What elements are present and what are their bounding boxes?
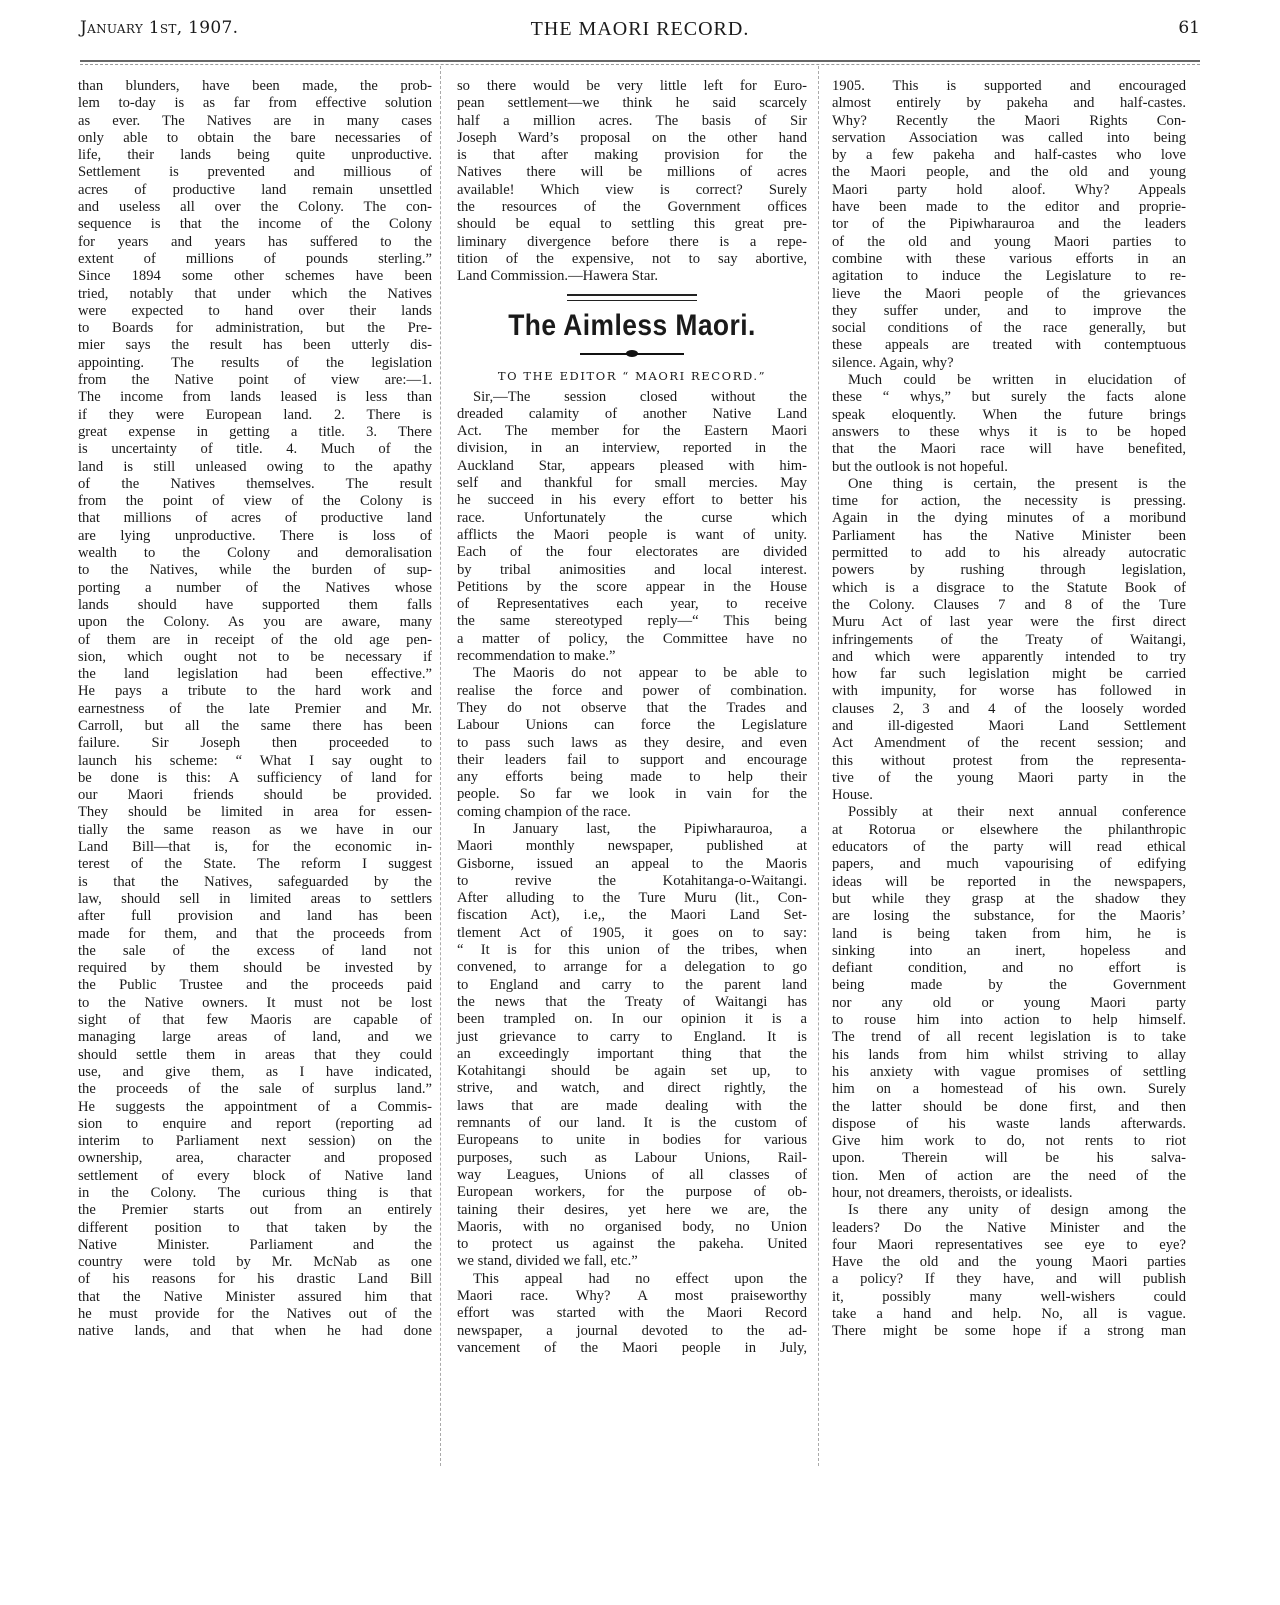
text-line: servation Association was called into being: [832, 129, 1186, 146]
text-line: division, in an interview, reported in the: [457, 440, 807, 457]
text-line: The Maoris do not appear to be able to: [473, 665, 807, 682]
text-line: Natives there will be millions of acres: [457, 164, 807, 181]
text-line: the news that the Treaty of Waitangi has: [457, 993, 807, 1010]
text-line: clauses 2, 3 and 4 of the loosely worded: [832, 700, 1186, 717]
text-line: use, and give them, as I have indicated,: [78, 1063, 432, 1080]
text-line: answers to these whys it is to be hoped: [832, 423, 1186, 440]
previous-article-end: [457, 78, 807, 286]
text-line: how far such legislation might be carried: [832, 666, 1186, 683]
text-line: have been made to the editor and proprie-: [832, 199, 1186, 216]
double-rule-divider: [567, 294, 697, 301]
text-line: race. Unfortunately the curse which: [457, 509, 807, 526]
column-divider: [818, 66, 819, 1466]
article-headline: The Aimless Maori.: [508, 308, 756, 342]
text-line: lands should have supported them falls: [78, 596, 432, 613]
text-line: settlement of every block of Native land: [78, 1167, 432, 1184]
page-number: 61: [1178, 18, 1200, 38]
text-line: laws that are made dealing with the: [457, 1097, 807, 1114]
column-divider: [440, 66, 441, 1466]
text-line: he must provide for the Natives out of the: [78, 1306, 432, 1323]
text-line: Land Commission.—Hawera Star.: [457, 268, 659, 285]
text-line: these “ whys,” but surely the facts alone: [832, 389, 1186, 406]
text-line: take a hand and help. No, all is vague.: [832, 1306, 1186, 1323]
text-line: agitation to induce the Legislature to re-: [832, 268, 1186, 285]
text-line: fiscation Act), i.e,, the Maori Land Set-: [457, 907, 807, 924]
text-line: He suggests the appointment of a Commis-: [78, 1098, 432, 1115]
text-line: at Rotorua or elsewhere the philanthropic: [832, 821, 1186, 838]
text-line: the sale of the excess of land not: [78, 942, 432, 959]
text-line: these appeals are treated with contemptuous: [832, 337, 1186, 354]
text-line: realise the force and power of combination.: [457, 682, 807, 699]
text-line: Kotahitangi should be again set up, to: [457, 1063, 807, 1080]
text-line: convened, to arrange for a delegation to go: [457, 959, 807, 976]
text-line: The trend of all recent legislation is to take: [832, 1029, 1186, 1046]
text-line: land is still unleased owing to the apathy: [78, 458, 432, 475]
text-line: just grievance to carry to England. It is: [457, 1028, 807, 1045]
text-line: sight of that few Maoris are capable of: [78, 1012, 432, 1029]
publication-title: THE MAORI RECORD.: [530, 18, 750, 40]
text-line: their leaders fail to support and encourage: [457, 751, 807, 768]
text-line: launch his scheme: “ What I say ought to: [78, 752, 432, 769]
text-line: a policy? If they have, and will publish: [832, 1271, 1186, 1288]
text-line: The income from lands leased is less than: [78, 389, 432, 406]
text-line: combine with these various efforts in an: [832, 250, 1186, 267]
text-line: great expense in getting a title. 3. There: [78, 423, 432, 440]
text-line: after full provision and land has been: [78, 908, 432, 925]
text-line: made for them, and that the proceeds from: [78, 925, 432, 942]
text-line: strive, and watch, and direct rightly, the: [457, 1080, 807, 1097]
text-line: we stand, divided we fall, etc.”: [457, 1253, 638, 1270]
text-line: by tribal animosities and local interest.: [457, 561, 807, 578]
text-line: and useless all over the Colony. The con-: [78, 199, 432, 216]
text-column-1: [78, 78, 432, 1341]
masthead-rule: [80, 60, 1200, 62]
text-line: infringements of the Treaty of Waitangi,: [832, 631, 1186, 648]
text-line: Carroll, but all the same there has been: [78, 717, 432, 734]
text-line: should be equal to settling this great pre-: [457, 216, 807, 233]
text-line: should settle them in areas that they could: [78, 1046, 432, 1063]
text-line: that millions of acres of productive land: [78, 510, 432, 527]
text-line: available! Which view is correct? Surely: [457, 181, 807, 198]
article-body: [457, 389, 807, 1358]
text-line: are lying unproductive. There is loss of: [78, 527, 432, 544]
text-line: Europeans to unite in bodies for various: [457, 1132, 807, 1149]
text-line: Maoris, with no organised body, no Union: [457, 1218, 807, 1235]
text-line: being made by the Government: [832, 977, 1186, 994]
text-line: as ever. The Natives are in many cases: [78, 112, 432, 129]
text-line: earnestness of the late Premier and Mr.: [78, 700, 432, 717]
article-heading: [457, 294, 807, 383]
text-line: Joseph Ward’s proposal on the other hand: [457, 129, 807, 146]
text-line: Why? Recently the Maori Rights Con-: [832, 112, 1186, 129]
text-line: porting a number of the Natives whose: [78, 579, 432, 596]
text-line: After alluding to the Ture Muru (lit., Con-: [457, 890, 807, 907]
text-line: lem to-day is as far from effective solution: [78, 95, 432, 112]
text-line: Native Minister. Parliament and the: [78, 1236, 432, 1253]
text-line: time for action, the necessity is pressing.: [832, 493, 1186, 510]
text-line: were expected to hand over their lands: [78, 302, 432, 319]
text-line: dreaded calamity of another Native Land: [457, 405, 807, 422]
text-line: Land Bill—that is, for the economic in-: [78, 839, 432, 856]
text-line: a matter of policy, the Committee have no: [457, 630, 807, 647]
text-line: papers, and much vapourising of edifying: [832, 856, 1186, 873]
text-line: Possibly at their next annual conference: [848, 804, 1186, 821]
text-line: people. So far we look in vain for the: [457, 786, 807, 803]
text-line: the Premier starts out from an entirely: [78, 1202, 432, 1219]
text-line: be done is this: A sufficiency of land for: [78, 769, 432, 786]
text-line: ideas will be reported in the newspapers,: [832, 873, 1186, 890]
text-line: tially the same reason as we have in our: [78, 821, 432, 838]
text-line: that the Maori race will have benefited,: [832, 441, 1186, 458]
text-line: to rouse him into action to help himself.: [832, 1012, 1186, 1029]
text-line: tor of the Pipiwharauroa and the leaders: [832, 216, 1186, 233]
text-line: four Maori representatives see eye to eye?: [832, 1236, 1186, 1253]
text-line: Maori race. Why? A most praiseworthy: [457, 1288, 807, 1304]
masthead: [80, 18, 1200, 48]
text-line: to Boards for administration, but the Pre-: [78, 320, 432, 337]
text-line: They do not observe that the Trades and: [457, 699, 807, 716]
text-line: ownership, area, character and proposed: [78, 1150, 432, 1167]
text-line: Labour Unions can force the Legislature: [457, 717, 807, 734]
text-line: of his reasons for his drastic Land Bill: [78, 1271, 432, 1288]
text-line: to the Native owners. It must not be lost: [78, 994, 432, 1011]
text-line: remnants of our land. It is the custom of: [457, 1115, 807, 1132]
text-line: permitted to add to his already autocratic: [832, 545, 1186, 562]
text-line: an exceedingly important thing that the: [457, 1045, 807, 1062]
text-line: in the Colony. The curious thing is that: [78, 1185, 432, 1201]
text-line: He pays a tribute to the hard work and: [78, 683, 432, 700]
text-line: Petitions by the score appear in the House: [457, 578, 807, 595]
text-line: They should be limited in area for essen-: [78, 804, 432, 821]
text-line: the land legislation had been effective.”: [78, 666, 432, 683]
text-line: him on a homestead of his own. Surely: [832, 1081, 1186, 1098]
text-line: Is there any unity of design among the: [848, 1202, 1186, 1219]
text-line: liminary divergence before there is a repe-: [457, 233, 807, 250]
text-line: is uncertainty of title. 4. Much of the: [78, 441, 432, 458]
text-line: There might be some hope if a strong man: [832, 1323, 1186, 1340]
text-line: effort was started with the Maori Record: [457, 1305, 807, 1322]
text-line: is that after making provision for the: [457, 147, 807, 164]
text-line: of Representatives each year, to receive: [457, 596, 807, 613]
text-line: This appeal had no effect upon the: [473, 1270, 807, 1287]
text-line: Again in the dying minutes of a moribund: [832, 510, 1186, 527]
text-line: so there would be very little left for Euro-: [457, 78, 807, 94]
text-line: that the Native Minister assured him that: [78, 1288, 432, 1305]
text-line: Give him work to do, not rents to riot: [832, 1133, 1186, 1150]
text-line: to protect us against the pakeha. United: [457, 1236, 807, 1253]
text-line: social conditions of the race generally, but: [832, 320, 1186, 337]
text-line: Much could be written in elucidation of: [848, 372, 1186, 389]
text-line: the same stereotyped reply—“ This being: [457, 613, 807, 630]
text-line: any efforts being made to help their: [457, 769, 807, 786]
text-line: only able to obtain the bare necessaries of: [78, 129, 432, 146]
text-line: it, possibly many well-wishers could: [832, 1288, 1186, 1305]
text-line: he succeed in his every effort to better his: [457, 492, 807, 509]
text-line: the Colony. Clauses 7 and 8 of the Ture: [832, 596, 1186, 613]
text-line: nor any old or young Maori party: [832, 994, 1186, 1011]
text-line: In January last, the Pipiwharauroa, a: [473, 820, 807, 837]
text-line: purposes, such as Labour Unions, Rail-: [457, 1149, 807, 1166]
text-line: sion to enquire and report (reporting ad: [78, 1115, 432, 1132]
text-line: are losing the substance, for the Maoris’: [832, 908, 1186, 925]
text-line: and ill-digested Maori Land Settlement: [832, 717, 1186, 734]
text-line: Act. The member for the Eastern Maori: [457, 423, 807, 440]
text-line: “ It is for this union of the tribes, when: [457, 942, 807, 959]
text-line: from the point of view of the Colony is: [78, 493, 432, 510]
text-line: wealth to the Colony and demoralisation: [78, 545, 432, 562]
text-line: Sir,—The session closed without the: [473, 388, 807, 405]
text-line: Each of the four electorates are divided: [457, 544, 807, 561]
text-line: newspaper, a journal devoted to the ad-: [457, 1322, 807, 1339]
text-line: self and thankful for small mercies. May: [457, 475, 807, 492]
text-line: 1905. This is supported and encouraged: [832, 78, 1186, 94]
text-line: interim to Parliament next session) on the: [78, 1133, 432, 1150]
text-line: lieve the Maori people of the grievances: [832, 285, 1186, 302]
text-line: terest of the State. The reform I suggest: [78, 856, 432, 873]
text-line: Have the old and the young Maori parties: [832, 1254, 1186, 1271]
text-line: the latter should be done first, and then: [832, 1098, 1186, 1115]
text-line: speak eloquently. When the future brings: [832, 406, 1186, 423]
text-line: powers by rushing through legislation,: [832, 562, 1186, 579]
text-line: sinking into an inert, hopeless and: [832, 942, 1186, 959]
text-line: country were told by Mr. McNab as one: [78, 1254, 432, 1271]
text-line: this without protest from the representa-: [832, 752, 1186, 769]
text-line: life, their lands being quite unproductive.: [78, 147, 432, 164]
text-line: vancement of the Maori people in July,: [457, 1339, 807, 1356]
text-line: land is being taken from him, he is: [832, 925, 1186, 942]
text-line: sion, which ought not to be necessary if: [78, 648, 432, 665]
text-line: which is a disgrace to the Statute Book of: [832, 579, 1186, 596]
text-line: defiant condition, and no effort is: [832, 960, 1186, 977]
text-line: acres of productive land remain unsettled: [78, 181, 432, 198]
text-line: to pass such laws as they desire, and even: [457, 734, 807, 751]
text-line: half a million acres. The basis of Sir: [457, 112, 807, 129]
text-line: native lands, and that when he had done: [78, 1323, 432, 1340]
text-line: recommendation to make.”: [457, 648, 616, 665]
text-line: is that the Natives, safeguarded by the: [78, 873, 432, 890]
text-line: educators of the party will read ethical: [832, 839, 1186, 856]
text-line: his anxiety with vague promises of settling: [832, 1063, 1186, 1080]
text-line: to the Natives, while the burden of sup-: [78, 562, 432, 579]
text-line: almost entirely by pakeha and half-castes.: [832, 95, 1186, 112]
text-line: leaders? Do the Native Minister and the: [832, 1219, 1186, 1236]
text-line: law, should sell in limited areas to settlers: [78, 890, 432, 907]
text-line: appointing. The results of the legislation: [78, 354, 432, 371]
text-line: sequence is that the income of the Colony: [78, 216, 432, 233]
text-line: his lands from him whilst striving to allay: [832, 1046, 1186, 1063]
text-line: they suffer under, and to improve the: [832, 302, 1186, 319]
masthead-rule-secondary: [80, 64, 1200, 65]
text-line: tlement Act of 1905, it goes on to say:: [457, 924, 807, 941]
article-subhead: TO THE EDITOR “ MAORI RECORD.”: [497, 368, 767, 383]
text-line: Maori monthly newspaper, published at: [457, 838, 807, 855]
text-line: been trampled on. In our opinion it is a: [457, 1011, 807, 1028]
text-line: the resources of the Government offices: [457, 199, 807, 216]
text-line: tion. Men of action are the need of the: [832, 1167, 1186, 1184]
text-line: afflicts the Maori people is want of unity.: [457, 526, 807, 543]
text-line: Act Amendment of the recent session; and: [832, 735, 1186, 752]
text-line: pean settlement—we think he said scarcely: [457, 95, 807, 112]
text-line: Muru Act of last year were the first direct: [832, 614, 1186, 631]
text-line: upon the Colony. As you are aware, many: [78, 614, 432, 631]
text-line: tried, notably that under which the Natives: [78, 285, 432, 302]
text-line: and which were apparently intended to try: [832, 648, 1186, 665]
text-line: by a few pakeha and half-castes who love: [832, 147, 1186, 164]
text-line: if they were European land. 2. There is: [78, 406, 432, 423]
text-line: than blunders, have been made, the prob-: [78, 78, 432, 94]
text-line: Settlement is prevented and millious of: [78, 164, 432, 181]
text-line: dispose of his waste lands afterwards.: [832, 1115, 1186, 1132]
text-line: upon. Therein will be his salva-: [832, 1150, 1186, 1167]
text-line: our Maori friends should be provided.: [78, 787, 432, 804]
text-line: mier says the result has been utterly dis-: [78, 337, 432, 354]
text-line: the Public Trustee and the proceeds paid: [78, 977, 432, 994]
text-line: but while they grasp at the shadow they: [832, 890, 1186, 907]
text-line: Gisborne, issued an appeal to the Maoris: [457, 855, 807, 872]
text-line: hour, not dreamers, theroists, or idealists.: [832, 1185, 1073, 1201]
text-line: European workers, for the purpose of ob-: [457, 1184, 807, 1201]
text-line: failure. Sir Joseph then proceeded to: [78, 735, 432, 752]
text-line: taining their desires, yet here we are, the: [457, 1201, 807, 1218]
text-column-3: [832, 78, 1186, 1341]
text-line: Parliament has the Native Minister been: [832, 527, 1186, 544]
text-line: of the Natives themselves. The result: [78, 475, 432, 492]
issue-date: January 1st, 1907.: [80, 18, 239, 38]
ornament-rule-divider: [580, 349, 684, 359]
text-line: coming champion of the race.: [457, 803, 631, 820]
text-line: way Leagues, Unions of all classes of: [457, 1166, 807, 1183]
text-line: tive of the young Maori party in the: [832, 769, 1186, 786]
text-line: silence. Again, why?: [832, 354, 954, 371]
text-line: different position to that taken by the: [78, 1219, 432, 1236]
text-line: tition of the expensive, not to say abortive,: [457, 250, 807, 267]
text-line: of them are in receipt of the old age pen-: [78, 631, 432, 648]
text-line: Maori party hold aloof. Why? Appeals: [832, 181, 1186, 198]
text-line: to revive the Kotahitanga-o-Waitangi.: [457, 872, 807, 889]
text-line: House.: [832, 787, 873, 804]
text-column-2: [457, 78, 807, 1357]
text-line: One thing is certain, the present is the: [848, 475, 1186, 492]
text-line: with impunity, for worse has followed in: [832, 683, 1186, 700]
text-line: but the outlook is not hopeful.: [832, 458, 1008, 475]
text-line: of the old and young Maori parties to: [832, 233, 1186, 250]
text-line: extent of millions of pounds sterling.”: [78, 250, 432, 267]
text-line: required by them should be invested by: [78, 960, 432, 977]
text-line: managing large areas of land, and we: [78, 1029, 432, 1046]
text-line: the proceeds of the sale of surplus land.”: [78, 1081, 432, 1098]
text-line: for years and years has suffered to the: [78, 233, 432, 250]
text-line: to England and carry to the parent land: [457, 976, 807, 993]
text-line: Auckland Star, appears pleased with him-: [457, 457, 807, 474]
text-line: the Maori people, and the old and young: [832, 164, 1186, 181]
text-line: Since 1894 some other schemes have been: [78, 268, 432, 285]
text-line: from the Native point of view are:—1.: [78, 372, 432, 389]
